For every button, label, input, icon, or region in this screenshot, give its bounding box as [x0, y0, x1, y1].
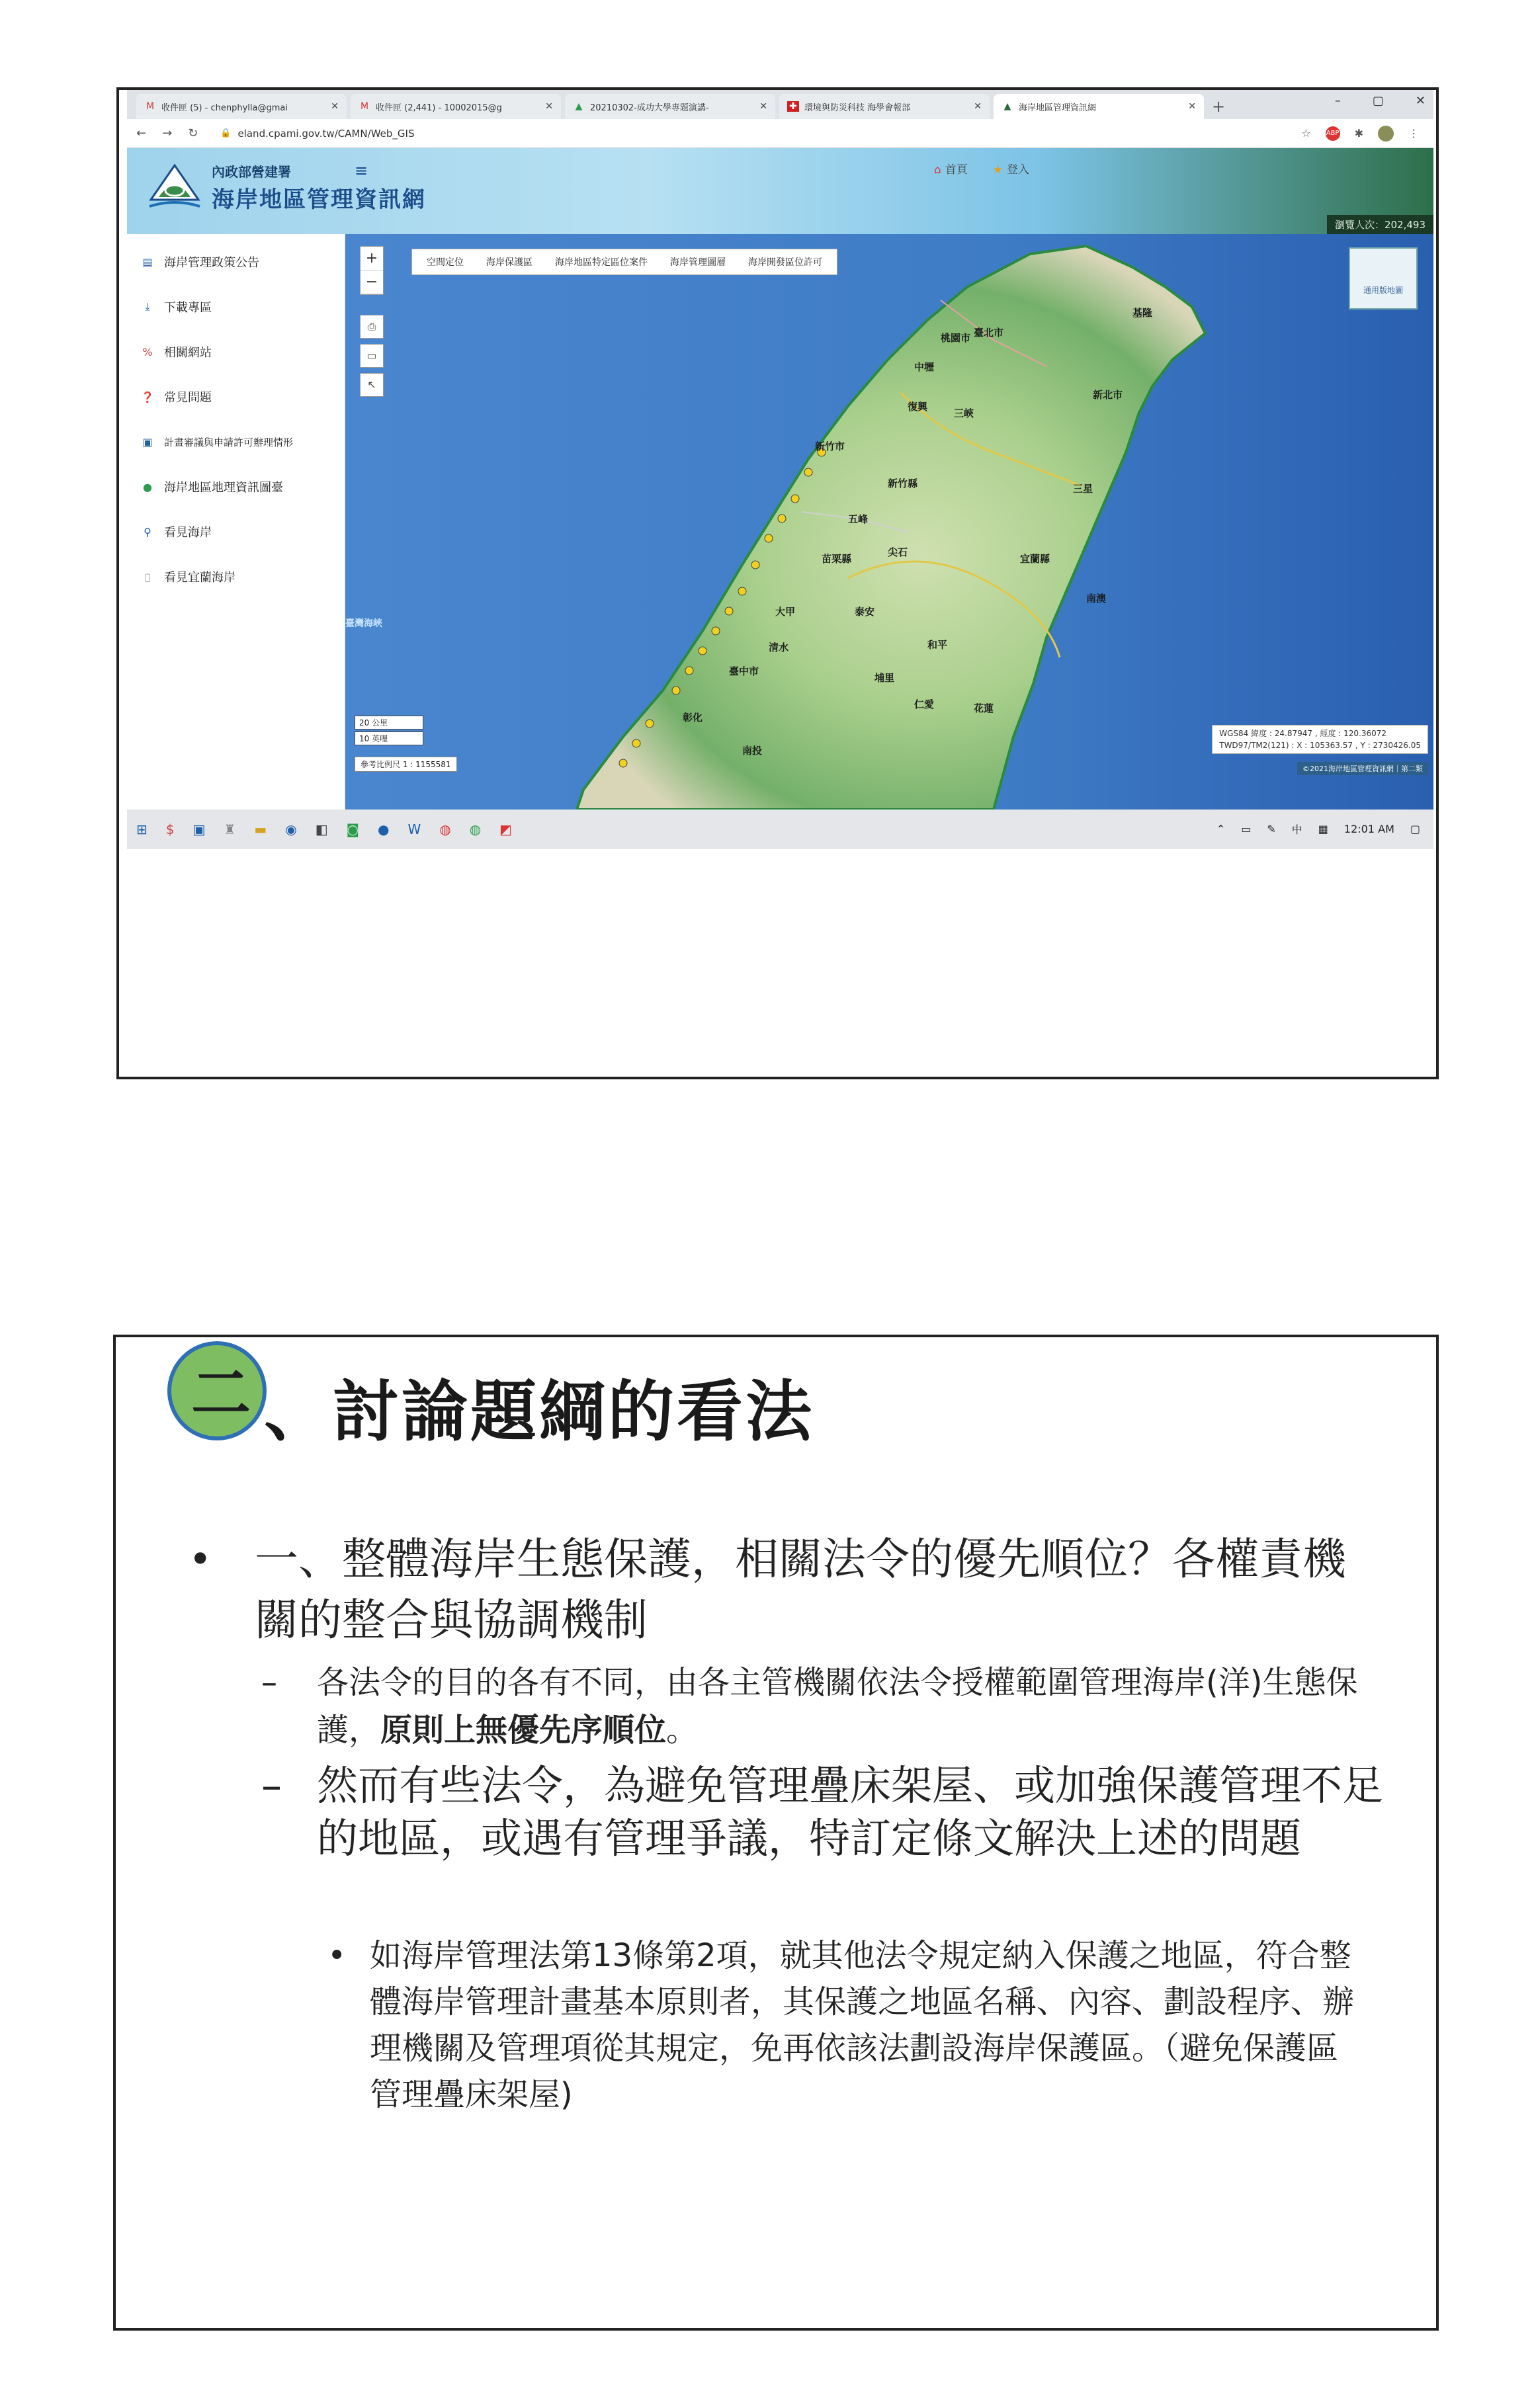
gmail-icon: M — [146, 101, 155, 112]
clock[interactable]: 12:01 AM — [1343, 823, 1394, 835]
app-icon[interactable]: ◩ — [499, 821, 513, 837]
site-favicon-icon: ✚ — [787, 101, 799, 112]
bullet-dash-icon: – — [261, 1761, 282, 1809]
map-toolbar — [411, 249, 837, 275]
map-place-label: 新竹市 — [815, 440, 845, 452]
map-place-label: 新竹縣 — [888, 477, 918, 489]
extensions-puzzle-icon[interactable]: ✱ — [1354, 127, 1363, 140]
page-icon: ▯ — [144, 570, 151, 583]
sidebar — [127, 234, 345, 810]
scale-km: 20 公里 — [355, 716, 423, 729]
app-icon[interactable]: ◉ — [285, 821, 297, 837]
zoom-out-button[interactable]: − — [361, 270, 383, 294]
site-favicon-icon: ▲ — [1003, 101, 1011, 112]
app-icon[interactable]: ● — [378, 821, 390, 837]
chrome-icon[interactable]: ◍ — [469, 821, 482, 837]
map-place-label: 清水 — [769, 642, 789, 653]
coordinate-readout — [1212, 725, 1428, 754]
bullet-level2 — [261, 1759, 1386, 1865]
map-place-label: 尖石 — [888, 546, 908, 558]
announcement-icon: ▤ — [142, 255, 153, 269]
close-tab-icon[interactable]: ✕ — [545, 101, 553, 112]
sidebar-item-gis[interactable] — [127, 464, 345, 509]
scale-bar — [355, 716, 423, 747]
bullet-dot-icon: • — [189, 1536, 212, 1583]
map-place-label: 三星 — [1073, 483, 1093, 495]
basemap-switcher[interactable]: 通用版地圖 — [1349, 247, 1418, 310]
slide-screenshot-frame — [116, 87, 1439, 1079]
folder-icon[interactable]: ▬ — [254, 821, 267, 837]
cursor-icon[interactable]: ↖ — [360, 373, 384, 397]
sidebar-item-yilan-coast[interactable] — [127, 554, 345, 599]
sidebar-item-label: 看見海岸 — [164, 526, 212, 540]
window-controls — [1335, 94, 1426, 108]
tab-label: 收件匣 (2,441) - 10002015@g — [376, 103, 502, 113]
slide-heading: 、討論題綱的看法 — [264, 1373, 814, 1450]
site-title[interactable]: 海岸地區管理資訊網 — [212, 187, 426, 213]
url-text: eland.cpami.gov.tw/CAMN/Web_GIS — [237, 127, 415, 140]
strait-label: 臺灣海峽 — [345, 618, 382, 629]
map-place-label: 仁愛 — [914, 698, 935, 710]
map-tool-permit[interactable]: 海岸開發區位許可 — [748, 257, 822, 268]
map-place-label: 復興 — [908, 401, 928, 413]
map-tool-cases[interactable]: 海岸地區特定區位案件 — [555, 257, 648, 268]
map-place-label: 埔里 — [874, 672, 895, 684]
chrome-icon[interactable]: ◍ — [439, 821, 451, 837]
tab-bar — [127, 90, 1433, 119]
profile-avatar[interactable] — [1378, 126, 1394, 142]
sidebar-item-see-coast[interactable] — [127, 509, 345, 554]
scale-ratio: 參考比例尺 1 : 1155581 — [355, 757, 457, 772]
address-bar — [127, 119, 1433, 148]
sidebar-item-review[interactable] — [127, 419, 345, 464]
sidebar-item-label: 海岸地區地理資訊圖臺 — [164, 481, 283, 495]
close-tab-icon[interactable]: ✕ — [331, 101, 339, 112]
tab-label: 環境與防災科技 海學會報部 — [804, 103, 911, 113]
map-place-label: 花蓮 — [974, 702, 994, 714]
reload-icon[interactable]: ↻ — [188, 126, 198, 140]
url-field[interactable] — [220, 124, 1301, 144]
browser-tab[interactable] — [779, 94, 990, 119]
section-number-badge — [167, 1341, 267, 1440]
map-place-label: 南澳 — [1086, 593, 1107, 604]
sidebar-item-links[interactable] — [127, 329, 345, 374]
bullet-text: 一、整體海岸生態保護，相關法令的優先順位？各權責機關的整合與協調機制 — [255, 1534, 1346, 1645]
extension-area — [1301, 126, 1419, 142]
map-tool-protected[interactable]: 海岸保護區 — [486, 257, 533, 268]
scale-mi: 10 英哩 — [355, 731, 423, 745]
maximize-icon[interactable]: ▢ — [1372, 94, 1384, 108]
print-icon[interactable]: ⎙ — [360, 315, 384, 339]
map-place-label: 大甲 — [775, 606, 796, 618]
bullet-text: 如海岸管理法第13條第2項，就其他法令規定納入保護之地區，符合整體海岸管理計畫基本原則者，其保護之地區名稱、內容、劃設程序、辦理機關及管理項從其規定，免再依該法劃設海岸保護區。（避免保護區管理疊床架屋) — [370, 1937, 1355, 2113]
map-place-label: 新北市 — [1093, 389, 1123, 401]
map-tool-layers[interactable]: 海岸管理圖層 — [670, 257, 726, 268]
bullet-level1 — [189, 1529, 1379, 1651]
gis-map[interactable] — [345, 234, 1433, 810]
app-icon[interactable]: ♜ — [224, 821, 236, 837]
coords-twd97: TWD97/TM2(121) : X : 105363.57 , Y : 2730426.05 — [1219, 741, 1421, 750]
app-icon[interactable]: $ — [165, 821, 175, 837]
header-links — [934, 160, 1029, 177]
visitor-counter: 瀏覽人次：202,493 — [1327, 215, 1433, 234]
map-tool-locate[interactable]: 空間定位 — [427, 257, 464, 268]
zoom-in-button[interactable]: + — [361, 247, 383, 270]
bullet-dash-icon: – — [261, 1664, 277, 1701]
sidebar-item-label: 看見宜蘭海岸 — [164, 571, 235, 585]
system-tray — [1216, 821, 1420, 837]
windows-start-icon[interactable]: ⊞ — [136, 821, 148, 837]
map-place-label: 和平 — [927, 639, 948, 651]
taskbar-apps — [136, 821, 512, 837]
sidebar-item-download[interactable] — [127, 284, 345, 329]
windows-taskbar — [127, 810, 1433, 849]
battery-icon: ▭ — [1241, 823, 1252, 835]
login-icon: ★ — [992, 163, 1003, 177]
browser-tab[interactable] — [565, 94, 775, 119]
map-place-label: 南投 — [742, 745, 763, 757]
bullet-text-part: 各法令的目的各有不同，由各主管機關依法令授權範圍管理海岸(洋)生態保護， — [317, 1664, 1358, 1749]
app-icon[interactable]: ◙ — [346, 821, 360, 837]
site-logo-icon[interactable] — [147, 160, 202, 216]
map-place-label: 基隆 — [1132, 307, 1153, 319]
bullet-dot-icon: • — [327, 1937, 347, 1974]
word-icon[interactable]: W — [407, 821, 421, 837]
map-place-label: 五峰 — [848, 513, 869, 525]
download-icon: ⤓ — [145, 300, 150, 313]
map-place-label: 泰安 — [855, 606, 875, 618]
link-icon: % — [142, 345, 153, 358]
sidebar-item-faq[interactable] — [127, 374, 345, 419]
bullet-level2 — [261, 1659, 1386, 1754]
bullet-text — [317, 1659, 1386, 1754]
zoom-control — [360, 246, 384, 295]
sidebar-item-label: 下載專區 — [164, 301, 212, 315]
map-place-label: 苗栗縣 — [822, 553, 852, 565]
bullet-text-bold: 原則上無優先序順位 — [380, 1712, 667, 1749]
search-icon: ⚲ — [144, 525, 151, 538]
bullet-text: 然而有些法令，為避免管理疊床架屋、或加強保護管理不足的地區，或遇有管理爭議，特訂定條文解決上述的問題 — [317, 1761, 1384, 1862]
app-icon[interactable]: ◧ — [315, 821, 328, 837]
map-place-label: 三峽 — [954, 407, 974, 419]
bullet-text-part: 。 — [666, 1712, 699, 1749]
slide-discussion — [113, 1335, 1439, 2331]
login-link[interactable] — [993, 160, 1029, 177]
forward-icon[interactable]: → — [162, 126, 173, 140]
menu-dots-icon[interactable]: ⋮ — [1408, 127, 1419, 140]
browser-tab[interactable] — [136, 94, 347, 119]
tab-label: 收件匣 (5) - chenphylla@gmai — [161, 103, 288, 113]
browser-tab[interactable] — [351, 94, 561, 119]
drive-icon: ▲ — [575, 101, 583, 112]
map-place-label: 宜蘭縣 — [1020, 553, 1050, 565]
notification-icon[interactable]: ▢ — [1410, 823, 1420, 835]
hamburger-menu-icon[interactable]: ≡ — [355, 161, 368, 180]
close-tab-icon[interactable]: ✕ — [1188, 101, 1196, 112]
sidebar-item-label: 海岸管理政策公告 — [164, 256, 259, 270]
map-place-label: 桃園市 — [941, 332, 971, 344]
gmail-icon: M — [360, 101, 369, 112]
new-tab-button[interactable]: + — [1212, 97, 1226, 116]
org-name: 內政部營建署 — [212, 164, 291, 180]
login-label: 登入 — [1007, 163, 1030, 177]
back-icon[interactable]: ← — [136, 126, 147, 140]
map-place-label: 臺北市 — [974, 327, 1004, 339]
measure-icon[interactable]: ▭ — [360, 344, 384, 368]
home-label: 首頁 — [945, 163, 968, 177]
map-place-label: 中壢 — [914, 361, 935, 373]
sidebar-item-label: 計畫審議與申請許可辦理情形 — [164, 436, 294, 448]
coords-wgs84: WGS84 緯度 : 24.87947 , 經度 : 120.36072 — [1219, 729, 1387, 738]
map-place-label: 彰化 — [683, 712, 703, 724]
ime-indicator[interactable]: 中 — [1291, 823, 1302, 836]
browser-screenshot — [127, 90, 1433, 849]
sidebar-item-label: 相關網站 — [164, 346, 212, 360]
adblock-icon[interactable]: ABP — [1326, 126, 1340, 141]
home-link[interactable] — [934, 160, 968, 177]
browser-tab-active[interactable] — [994, 94, 1204, 119]
lock-icon: 🔒 — [220, 128, 232, 138]
close-tab-icon[interactable]: ✕ — [759, 101, 767, 112]
tab-label: 20210302-成功大學專題演講- — [590, 103, 709, 113]
close-window-icon[interactable]: ✕ — [1415, 94, 1426, 108]
keyboard-icon[interactable]: ▦ — [1318, 823, 1328, 835]
map-terrain — [345, 234, 1433, 810]
section-number: 二 — [191, 1358, 251, 1429]
sidebar-item-label: 常見問題 — [164, 391, 212, 405]
tab-label: 海岸地區管理資訊網 — [1019, 103, 1097, 113]
minimize-icon[interactable]: – — [1334, 94, 1341, 108]
map-pin-icon: ● — [143, 480, 152, 493]
question-icon: ❓ — [141, 390, 154, 403]
pen-icon[interactable]: ✎ — [1267, 823, 1276, 835]
home-icon: ⌂ — [934, 163, 941, 177]
site-header — [127, 148, 1433, 234]
app-icon[interactable]: ▣ — [192, 821, 206, 837]
tray-chevron-icon[interactable]: ⌃ — [1216, 823, 1226, 835]
document-icon: ▣ — [142, 435, 153, 448]
close-tab-icon[interactable]: ✕ — [974, 101, 982, 112]
bullet-level3 — [327, 1932, 1359, 2118]
bookmark-star-icon[interactable]: ☆ — [1301, 127, 1311, 140]
sidebar-item-policy[interactable] — [127, 239, 345, 284]
map-copyright: ©2021海岸地區管理資訊網｜第二類 — [1297, 762, 1428, 775]
map-place-label: 臺中市 — [729, 665, 759, 677]
